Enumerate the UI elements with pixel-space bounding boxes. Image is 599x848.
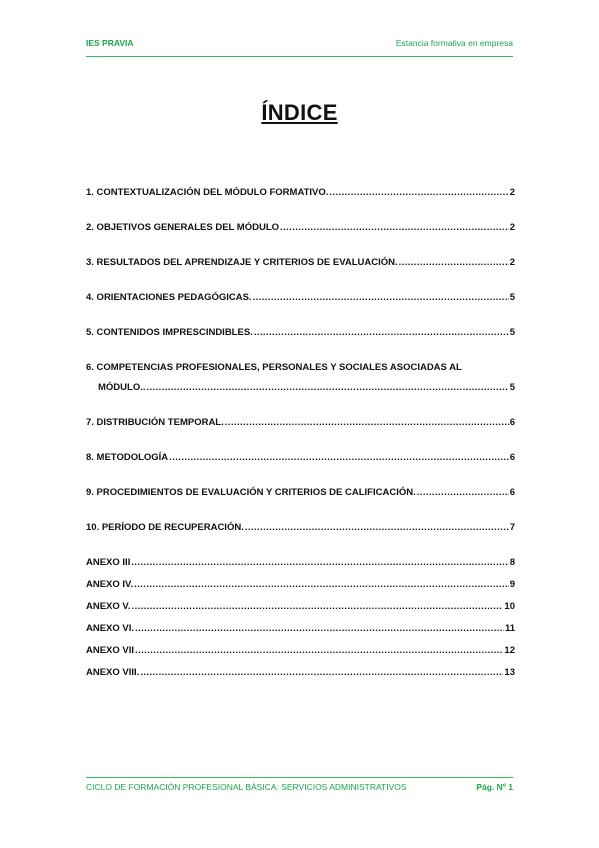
toc-annex-title: ANEXO IV.: [86, 579, 134, 590]
toc-entry-title-continuation: MÓDULO..: [98, 382, 146, 393]
toc-entry-page: 7: [509, 522, 515, 533]
toc-entry-title: 1. CONTEXTUALIZACIÓN DEL MÓDULO FORMATIVO.: [86, 187, 329, 198]
toc-entry-title: 10. PERÍODO DE RECUPERACIÓN.: [86, 522, 244, 533]
dot-leader: [225, 417, 509, 429]
toc-entry-3[interactable]: [86, 257, 515, 269]
page-title: ÍNDICE: [261, 100, 338, 125]
toc-annex-page: 12: [504, 645, 515, 656]
toc-annex-title: ANEXO V.: [86, 601, 131, 612]
toc-entry-page: 5: [509, 327, 515, 338]
toc-entry-title: 7. DISTRIBUCIÓN TEMPORAL.: [86, 417, 224, 428]
toc-entry-2[interactable]: [86, 222, 515, 234]
toc-entry-7[interactable]: [86, 417, 515, 429]
toc-entry-title: 8. METODOLOGÍA: [86, 452, 169, 463]
toc-annex-page: 13: [504, 667, 515, 678]
dot-leader: [135, 623, 504, 635]
document-subject: Estancia formativa en empresa: [395, 38, 513, 48]
toc-annex-7[interactable]: [86, 645, 515, 657]
header-divider: [86, 56, 513, 57]
toc-annex-title: ANEXO VII: [86, 645, 135, 656]
dot-leader: [135, 645, 503, 657]
toc-annex-page: 10: [504, 601, 515, 612]
school-name: IES PRAVIA: [86, 38, 134, 48]
toc-annex-page: 8: [509, 557, 515, 568]
dot-leader: [245, 522, 509, 534]
toc-entry-title: 2. OBJETIVOS GENERALES DEL MÓDULO: [86, 222, 280, 233]
toc-annex-5[interactable]: [86, 601, 515, 613]
toc-entry-4[interactable]: [86, 292, 515, 304]
toc-entry-6[interactable]: [86, 362, 515, 374]
toc-annex-6[interactable]: [86, 623, 515, 635]
toc-annex-page: 9: [509, 579, 515, 590]
dot-leader: [147, 382, 509, 394]
toc-entry-5[interactable]: [86, 327, 515, 339]
dot-leader: [254, 327, 509, 339]
dot-leader: [169, 452, 509, 464]
toc-annex-title: ANEXO VI.: [86, 623, 135, 634]
toc-entry-1[interactable]: [86, 187, 515, 199]
toc-entry-title: 9. PROCEDIMIENTOS DE EVALUACIÓN Y CRITERIOS DE CALIFICACIÓN.: [86, 487, 416, 498]
toc-annex-3[interactable]: [86, 557, 515, 569]
toc-annex-page: 11: [504, 623, 515, 634]
toc-entry-page: 5: [509, 382, 515, 393]
page-number: Pág. Nº 1: [476, 782, 513, 792]
toc-annex-4[interactable]: [86, 579, 515, 591]
toc-entry-title: 4. ORIENTACIONES PEDAGÓGICAS.: [86, 292, 252, 303]
toc-entry-page: 5: [509, 292, 515, 303]
toc-entry-page: 6: [509, 452, 515, 463]
dot-leader: [329, 187, 508, 199]
dot-leader: [134, 579, 509, 591]
toc-entry-9[interactable]: [86, 487, 515, 499]
toc-entry-page: 2: [509, 222, 515, 233]
toc-entry-page: 6: [509, 487, 515, 498]
toc-entry-8[interactable]: [86, 452, 515, 464]
toc-entry-page: 2: [509, 257, 515, 268]
toc-entry-page: 2: [509, 187, 515, 198]
toc-entry-title: 3. RESULTADOS DEL APRENDIZAJE Y CRITERIOS DE EVALUACIÓN.: [86, 257, 398, 268]
dot-leader: [132, 601, 504, 613]
course-name: CICLO DE FORMACIÓN PROFESIONAL BÁSICA: SERVICIOS ADMINISTRATIVOS: [86, 782, 407, 792]
toc-annex-8[interactable]: [86, 667, 515, 679]
toc-entry-6-continuation[interactable]: [86, 382, 515, 394]
dot-leader: [140, 667, 503, 679]
toc-annex-title: ANEXO VIII.: [86, 667, 140, 678]
toc-entry-10[interactable]: [86, 522, 515, 534]
dot-leader: [253, 292, 509, 304]
toc-annex-title: ANEXO III: [86, 557, 131, 568]
table-of-contents: [86, 187, 515, 689]
toc-entry-page: 6: [509, 417, 515, 428]
dot-leader: [280, 222, 509, 234]
footer-divider: [86, 777, 513, 778]
dot-leader: [417, 487, 509, 499]
toc-entry-title: 5. CONTENIDOS IMPRESCINDIBLES.: [86, 327, 253, 338]
dot-leader: [399, 257, 509, 269]
toc-entry-title: 6. COMPETENCIAS PROFESIONALES, PERSONALES Y SOCIALES ASOCIADAS AL: [86, 362, 462, 373]
dot-leader: [131, 557, 508, 569]
